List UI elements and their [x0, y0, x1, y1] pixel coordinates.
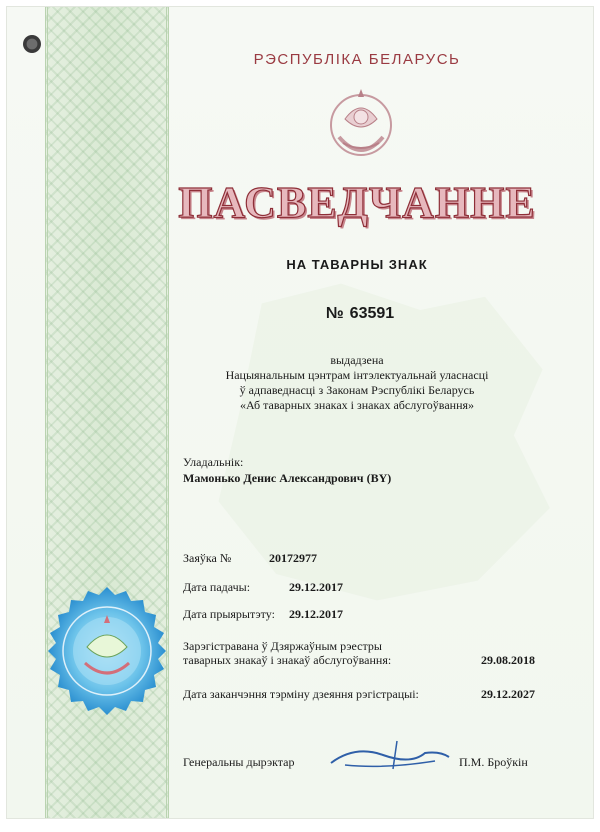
issued-line-1: выдадзена: [330, 353, 384, 367]
priority-date-label: Дата прыярытэту:: [183, 607, 275, 621]
signature-icon: [325, 735, 455, 775]
issued-by-block: [157, 353, 557, 413]
owner-label: Уладальнік:: [183, 455, 244, 469]
filing-date-value: 29.12.2017: [289, 580, 343, 594]
expiry-date-value: 29.12.2027: [481, 687, 535, 701]
registration-label-line-1: Зарэгістравана ў Дзяржаўным рэестры: [183, 639, 382, 653]
director-title: Генеральны дырэктар: [183, 755, 295, 769]
issued-line-4: «Аб таварных знаках і знаках абслугоўвання»: [239, 398, 475, 412]
application-label: Заяўка №: [183, 551, 232, 565]
priority-date-value: 29.12.2017: [289, 607, 343, 621]
document-subtitle: НА ТАВАРНЫ ЗНАК: [286, 257, 428, 272]
issued-line-3: ў адпаведнасці з Законам Рэспублікі Беларусь: [239, 383, 475, 397]
number-prefix: №: [325, 305, 344, 322]
hologram-seal-icon: [41, 585, 173, 717]
state-emblem-icon: [325, 85, 397, 165]
registration-date-value: 29.08.2018: [481, 653, 535, 667]
registration-label: [183, 639, 391, 667]
owner-value: Мамонько Денис Александрович (BY): [183, 471, 392, 485]
filing-date-label: Дата падачы:: [183, 580, 251, 594]
application-value: 20172977: [269, 551, 317, 565]
director-name: П.М. Броўкін: [459, 755, 528, 769]
document-title: ПАСВЕДЧАННЕ: [178, 178, 536, 227]
background-map-watermark: [197, 277, 557, 607]
registration-label-line-2: таварных знакаў і знакаў абслугоўвання:: [183, 653, 392, 667]
punch-hole: [23, 35, 41, 53]
issued-line-2: Нацыянальным цэнтрам інтэлектуальнай уласнасці: [225, 368, 489, 382]
certificate-page: [7, 7, 593, 818]
expiry-label: Дата заканчэння тэрміну дзеяння рэгістрацыі:: [183, 687, 419, 701]
republic-name: РЭСПУБЛІКА БЕЛАРУСЬ: [253, 51, 461, 68]
number-value: 63591: [349, 305, 395, 322]
certificate-number: [157, 305, 557, 323]
